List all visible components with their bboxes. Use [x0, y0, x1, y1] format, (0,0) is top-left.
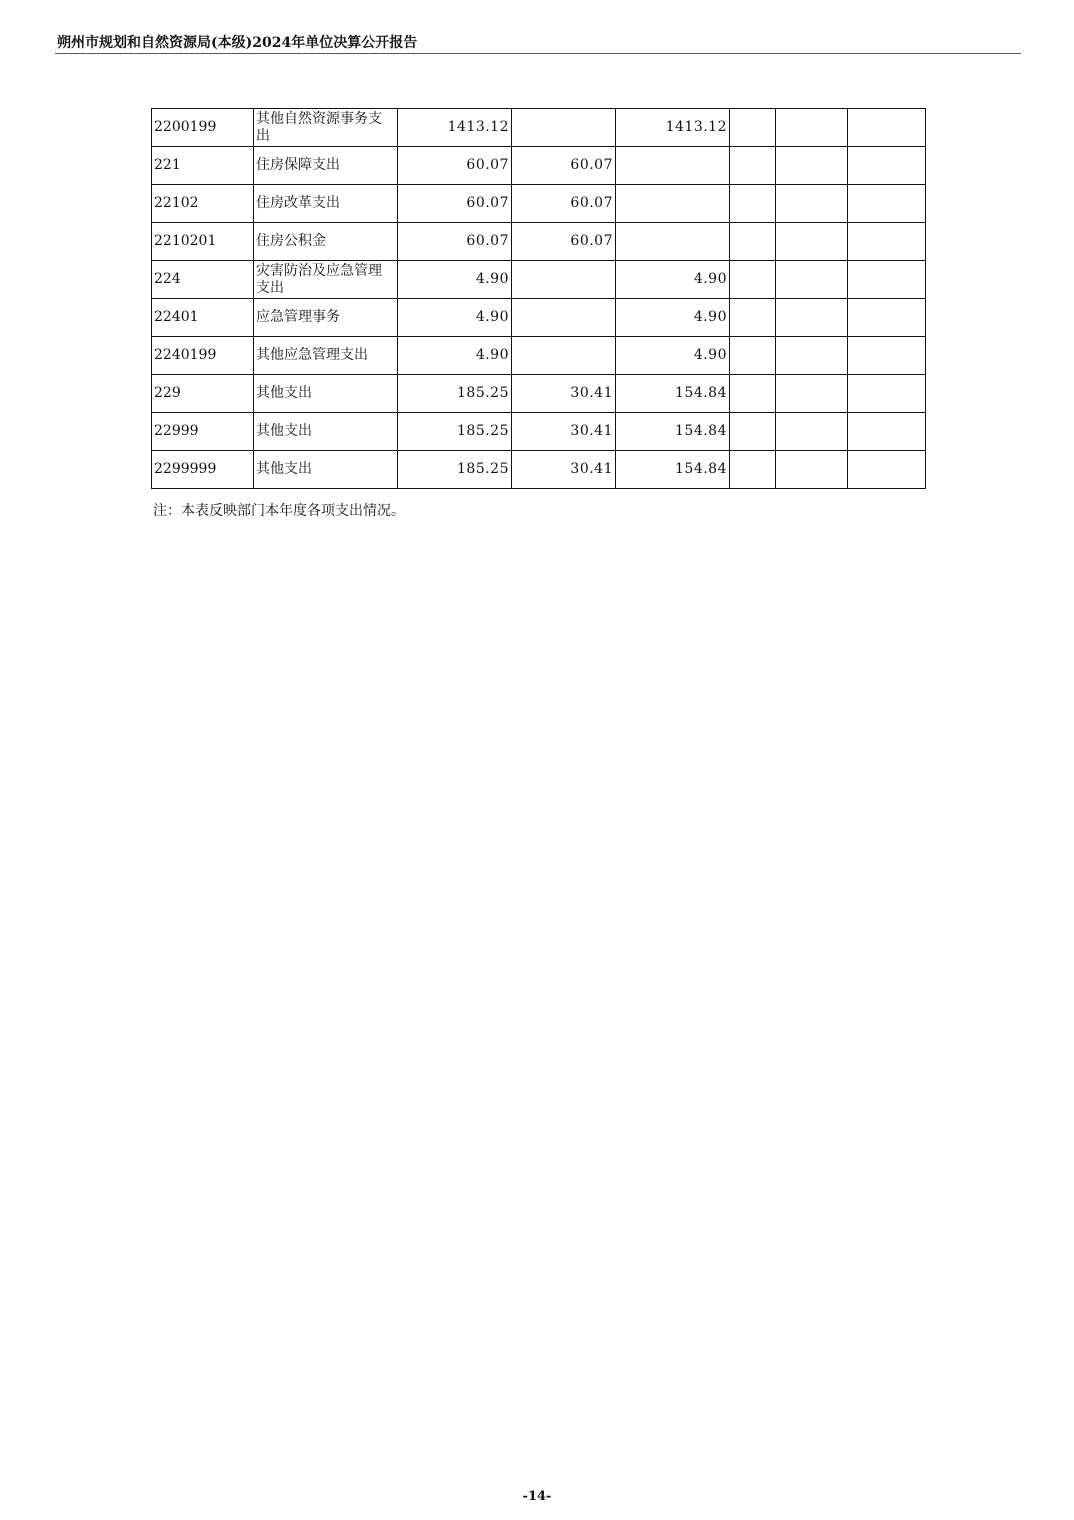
- header-divider: [55, 53, 1021, 54]
- account-code-cell: 2210201: [152, 223, 254, 261]
- account-code-cell: 224: [152, 261, 254, 299]
- project-expenditure-cell: [616, 185, 730, 223]
- empty-cell: [776, 451, 848, 489]
- empty-cell: [776, 299, 848, 337]
- project-expenditure-cell: 4.90: [616, 261, 730, 299]
- empty-cell: [848, 185, 926, 223]
- table-row: [152, 451, 926, 489]
- empty-cell: [776, 223, 848, 261]
- account-code-cell: 2299999: [152, 451, 254, 489]
- total-amount-cell: 60.07: [398, 147, 512, 185]
- empty-cell: [848, 109, 926, 147]
- basic-expenditure-cell: 60.07: [512, 185, 616, 223]
- total-amount-cell: 185.25: [398, 451, 512, 489]
- basic-expenditure-cell: [512, 299, 616, 337]
- account-name-cell: 住房保障支出: [254, 147, 398, 185]
- empty-cell: [776, 147, 848, 185]
- empty-cell: [776, 261, 848, 299]
- empty-cell: [730, 109, 776, 147]
- expenditure-table: [151, 108, 926, 489]
- account-name-cell: 其他应急管理支出: [254, 337, 398, 375]
- table-row: [152, 413, 926, 451]
- table-row: [152, 261, 926, 299]
- total-amount-cell: 4.90: [398, 261, 512, 299]
- project-expenditure-cell: 1413.12: [616, 109, 730, 147]
- basic-expenditure-cell: 60.07: [512, 223, 616, 261]
- empty-cell: [730, 185, 776, 223]
- account-code-cell: 22401: [152, 299, 254, 337]
- account-name-cell: 其他支出: [254, 413, 398, 451]
- project-expenditure-cell: [616, 223, 730, 261]
- table-row: [152, 147, 926, 185]
- basic-expenditure-cell: 30.41: [512, 451, 616, 489]
- empty-cell: [730, 261, 776, 299]
- table-row: [152, 375, 926, 413]
- basic-expenditure-cell: 60.07: [512, 147, 616, 185]
- table-row: [152, 299, 926, 337]
- total-amount-cell: 1413.12: [398, 109, 512, 147]
- empty-cell: [776, 109, 848, 147]
- empty-cell: [848, 147, 926, 185]
- basic-expenditure-cell: [512, 261, 616, 299]
- total-amount-cell: 4.90: [398, 299, 512, 337]
- project-expenditure-cell: 154.84: [616, 413, 730, 451]
- project-expenditure-cell: 154.84: [616, 451, 730, 489]
- empty-cell: [730, 451, 776, 489]
- project-expenditure-cell: 4.90: [616, 299, 730, 337]
- project-expenditure-cell: 154.84: [616, 375, 730, 413]
- empty-cell: [848, 223, 926, 261]
- empty-cell: [776, 413, 848, 451]
- total-amount-cell: 185.25: [398, 413, 512, 451]
- basic-expenditure-cell: [512, 109, 616, 147]
- empty-cell: [730, 299, 776, 337]
- account-name-cell: 灾害防治及应急管理支出: [254, 261, 398, 299]
- empty-cell: [730, 223, 776, 261]
- table-row: [152, 337, 926, 375]
- account-name-cell: 其他支出: [254, 375, 398, 413]
- empty-cell: [848, 413, 926, 451]
- table-row: [152, 185, 926, 223]
- empty-cell: [848, 375, 926, 413]
- empty-cell: [776, 375, 848, 413]
- empty-cell: [730, 337, 776, 375]
- account-name-cell: 住房公积金: [254, 223, 398, 261]
- basic-expenditure-cell: 30.41: [512, 375, 616, 413]
- account-name-cell: 其他支出: [254, 451, 398, 489]
- table-row: [152, 223, 926, 261]
- total-amount-cell: 60.07: [398, 185, 512, 223]
- account-code-cell: 2200199: [152, 109, 254, 147]
- total-amount-cell: 4.90: [398, 337, 512, 375]
- project-expenditure-cell: 4.90: [616, 337, 730, 375]
- account-name-cell: 应急管理事务: [254, 299, 398, 337]
- empty-cell: [730, 375, 776, 413]
- empty-cell: [848, 451, 926, 489]
- empty-cell: [848, 261, 926, 299]
- account-code-cell: 221: [152, 147, 254, 185]
- empty-cell: [730, 413, 776, 451]
- table-row: [152, 109, 926, 147]
- table-body: [152, 109, 926, 489]
- basic-expenditure-cell: 30.41: [512, 413, 616, 451]
- empty-cell: [776, 185, 848, 223]
- basic-expenditure-cell: [512, 337, 616, 375]
- page-number: -14-: [522, 1489, 552, 1504]
- account-name-cell: 其他自然资源事务支出: [254, 109, 398, 147]
- total-amount-cell: 60.07: [398, 223, 512, 261]
- report-title: 朔州市规划和自然资源局(本级)2024年单位决算公开报告: [57, 35, 418, 51]
- account-code-cell: 229: [152, 375, 254, 413]
- empty-cell: [848, 299, 926, 337]
- empty-cell: [848, 337, 926, 375]
- project-expenditure-cell: [616, 147, 730, 185]
- empty-cell: [730, 147, 776, 185]
- account-code-cell: 22102: [152, 185, 254, 223]
- total-amount-cell: 185.25: [398, 375, 512, 413]
- empty-cell: [776, 337, 848, 375]
- account-name-cell: 住房改革支出: [254, 185, 398, 223]
- account-code-cell: 22999: [152, 413, 254, 451]
- table-note: 注：本表反映部门本年度各项支出情况。: [153, 503, 405, 519]
- account-code-cell: 2240199: [152, 337, 254, 375]
